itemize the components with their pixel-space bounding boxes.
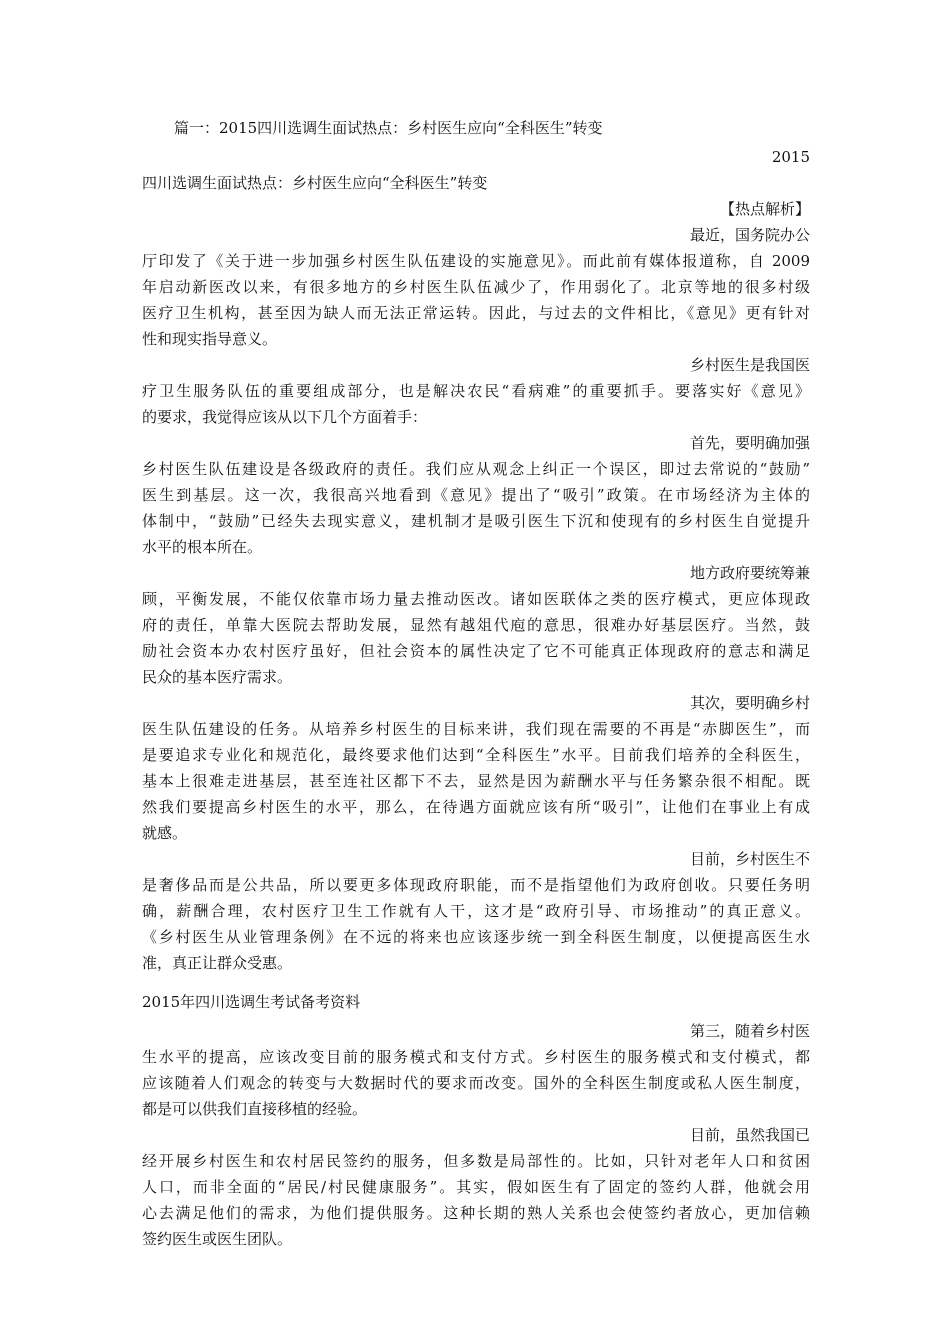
paragraph-line: 年启动新医改以来，有很多地方的乡村医生队伍减少了，作用弱化了。北京等地的很多村级 — [142, 278, 810, 296]
section2-heading: 2015年四川选调生考试备考资料 — [142, 993, 361, 1011]
paragraph-lead: 最近，国务院办公 — [689, 226, 810, 244]
paragraph-1 — [142, 222, 810, 352]
paragraph-line: 准，真正让群众受惠。 — [142, 954, 293, 972]
paragraph-line: 疗卫生服务队伍的重要组成部分，也是解决农民“看病难”的重要抓手。要落实好《意见》 — [142, 382, 810, 400]
paragraph-line: 府的责任，单靠大医院去帮助发展，显然有越俎代庖的意思，很难办好基层医疗。当然，鼓 — [142, 616, 810, 634]
paragraph-line: 水平的根本所在。 — [142, 538, 263, 556]
paragraph-line: 乡村医生队伍建设是各级政府的责任。我们应从观念上纠正一个误区，即过去常说的“鼓励” — [142, 460, 810, 478]
document-subtitle: 四川选调生面试热点：乡村医生应向“全科医生”转变 — [142, 174, 488, 192]
paragraph-lead: 地方政府要统筹兼 — [689, 564, 810, 582]
paragraph-8 — [142, 1122, 810, 1252]
paragraph-lead: 第三，随着乡村医 — [689, 1022, 810, 1040]
paragraph-3 — [142, 430, 810, 560]
section-gap — [142, 976, 810, 986]
paragraph-line: 《乡村医生从业管理条例》在不远的将来也应该逐步统一到全科医生制度，以便提高医生水 — [142, 928, 810, 946]
paragraph-line: 是奢侈品而是公共品，所以要更多体现政府职能，而不是指望他们为政府创收。只要任务明 — [142, 876, 810, 894]
paragraph-line: 经开展乡村医生和农村居民签约的服务，但多数是局部性的。比如，只针对老年人口和贫困 — [142, 1152, 810, 1170]
paragraph-line: 生水平的提高，应该改变目前的服务模式和支付方式。乡村医生的服务模式和支付模式，都 — [142, 1048, 810, 1066]
paragraph-line: 顾，平衡发展，不能仅依靠市场力量去推动医改。诸如医联体之类的医疗模式，更应体现政 — [142, 590, 810, 608]
paragraph-line: 医生队伍建设的任务。从培养乡村医生的目标来讲，我们现在需要的不再是“赤脚医生”，而 — [142, 720, 810, 738]
paragraph-lead: 目前，乡村医生不 — [689, 850, 810, 868]
section-label: 【热点解析】 — [719, 200, 810, 218]
document-page — [142, 112, 810, 1252]
paragraph-lead: 首先，要明确加强 — [689, 434, 810, 452]
paragraph-line: 就感。 — [142, 824, 188, 842]
paragraph-line: 然我们要提高乡村医生的水平，那么，在待遇方面就应该有所“吸引”，让他们在事业上有成 — [142, 798, 810, 816]
paragraph-line: 医疗卫生机构，甚至因为缺人而无法正常运转。因此，与过去的文件相比，《意见》更有针对 — [142, 304, 810, 322]
paragraph-line: 的要求，我觉得应该从以下几个方面着手： — [142, 408, 428, 426]
paragraph-line: 性和现实指导意义。 — [142, 330, 278, 348]
paragraph-line: 医生到基层。这一次，我很高兴地看到《意见》提出了“吸引”政策。在市场经济为主体的 — [142, 486, 810, 504]
paragraph-line: 确，薪酬合理，农村医疗卫生工作就有人干，这才是“政府引导、市场推动”的真正意义。 — [142, 902, 810, 920]
paragraph-6 — [142, 846, 810, 976]
paragraph-line: 厅印发了《关于进一步加强乡村医生队伍建设的实施意见》。而此前有媒体报道称，自 2009 — [142, 252, 810, 270]
paragraph-line: 签约医生或医生团队。 — [142, 1230, 293, 1248]
paragraph-4 — [142, 560, 810, 690]
paragraph-line: 民众的基本医疗需求。 — [142, 668, 293, 686]
year-label: 2015 — [771, 148, 810, 166]
paragraph-lead: 目前，虽然我国已 — [689, 1126, 810, 1144]
paragraph-line: 是要追求专业化和规范化，最终要求他们达到“全科医生”水平。目前我们培养的全科医生， — [142, 746, 810, 764]
paragraph-line: 体制中，“鼓励”已经失去现实意义，建机制才是吸引医生下沉和使现有的乡村医生自觉提升 — [142, 512, 810, 530]
paragraph-line: 应该随着人们观念的转变与大数据时代的要求而改变。国外的全科医生制度或私人医生制度， — [142, 1074, 810, 1092]
paragraph-line: 励社会资本办农村医疗虽好，但社会资本的属性决定了它不可能真正体现政府的意志和满足 — [142, 642, 810, 660]
paragraph-line: 都是可以供我们直接移植的经验。 — [142, 1100, 368, 1118]
paragraph-lead: 乡村医生是我国医 — [689, 356, 810, 374]
paragraph-line: 基本上很难走进基层，甚至连社区都下不去，显然是因为薪酬水平与任务繁杂很不相配。既 — [142, 772, 810, 790]
paragraph-lead: 其次，要明确乡村 — [689, 694, 810, 712]
paragraph-5 — [142, 690, 810, 846]
paragraph-line: 人口，而非全面的“居民/村民健康服务”。其实，假如医生有了固定的签约人群，他就会用 — [142, 1178, 810, 1196]
document-title: 篇一：2015四川选调生面试热点：乡村医生应向“全科医生”转变 — [174, 119, 603, 137]
paragraph-2 — [142, 352, 810, 430]
paragraph-7 — [142, 1018, 810, 1122]
paragraph-line: 心去满足他们的需求，为他们提供服务。这种长期的熟人关系也会使签约者放心，更加信赖 — [142, 1204, 810, 1222]
